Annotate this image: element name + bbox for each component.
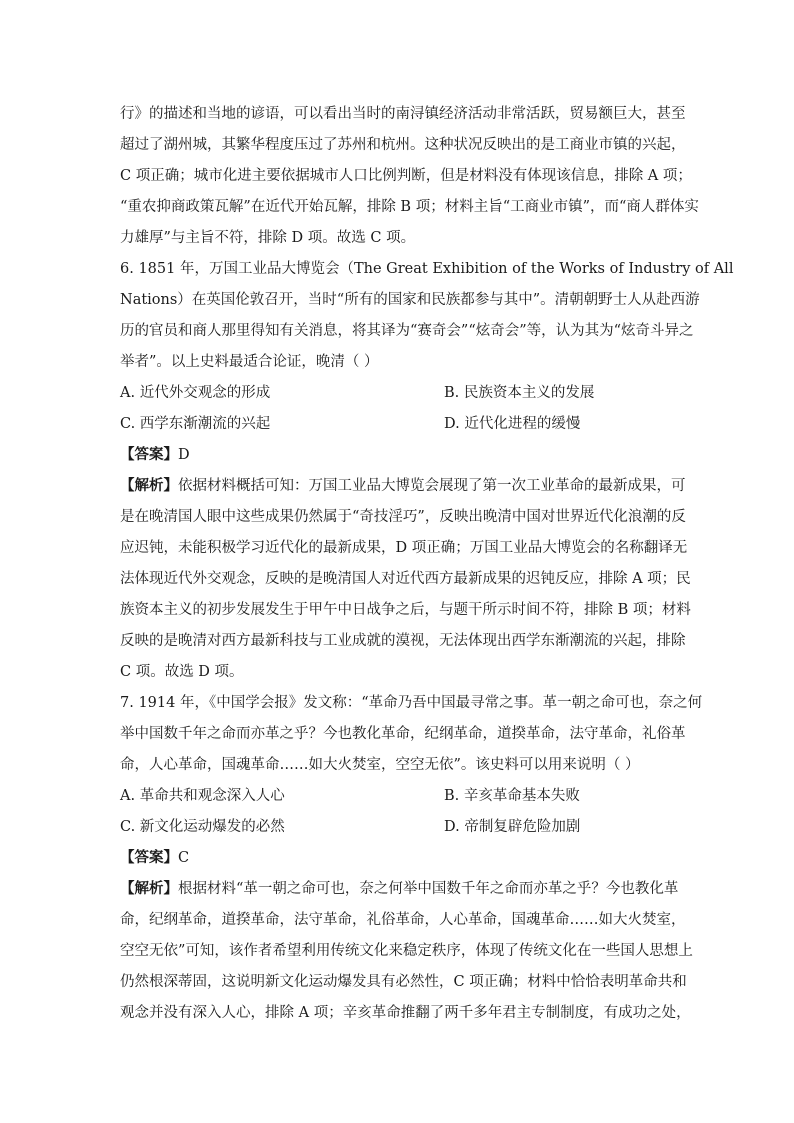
question-7-answer bbox=[120, 848, 680, 868]
question-6-analysis-line bbox=[120, 476, 686, 496]
analysis-label: 【解析】 bbox=[120, 477, 178, 494]
question-7-option-a: A. 革命共和观念深入人心 bbox=[120, 788, 285, 804]
question-6-stem-line: 历的官员和商人那里得知有关消息，将其译为“赛奇会”“炫奇会”等，认为其为“炫奇斗异之 bbox=[120, 323, 694, 339]
analysis-text: 依据材料概括可知：万国工业品大博览会展现了第一次工业革命的最新成果，可 bbox=[178, 478, 686, 494]
answer-value: D bbox=[178, 447, 190, 463]
question-7-analysis-line: 命，纪纲革命，道揆革命，法守革命，礼俗革命，人心革命，国魂革命……如大火焚室， bbox=[120, 912, 686, 928]
question-7-analysis-line: 仍然根深蒂固，这说明新文化运动爆发具有必然性，C 项正确；材料中恰恰表明革命共和 bbox=[120, 974, 687, 990]
text-line: 行》的描述和当地的谚语，可以看出当时的南浔镇经济活动非常活跃，贸易额巨大，甚至 bbox=[120, 106, 686, 122]
answer-label: 【答案】 bbox=[120, 446, 178, 463]
question-7-option-b: B. 辛亥革命基本失败 bbox=[444, 788, 580, 804]
question-7-option-c: C. 新文化运动爆发的必然 bbox=[120, 819, 285, 835]
question-6-option-d: D. 近代化进程的缓慢 bbox=[444, 416, 581, 432]
question-7-stem-line: 7. 1914 年，《中国学会报》发文称：“革命乃吾中国最寻常之事。革一朝之命可也，奈之何 bbox=[120, 695, 703, 711]
question-6-option-a: A. 近代外交观念的形成 bbox=[120, 385, 271, 401]
question-6-analysis-line: 反映的是晚清对西方最新科技与工业成就的漠视，无法体现出西学东渐潮流的兴起，排除 bbox=[120, 633, 686, 649]
question-7-stem-line: 举中国数千年之命而亦革之乎？今也教化革命，纪纲革命，道揆革命，法守革命，礼俗革 bbox=[120, 726, 686, 742]
answer-value: C bbox=[178, 850, 190, 866]
question-6-stem-line: 6. 1851 年，万国工业品大博览会（The Great Exhibition of the Works of Industry of All bbox=[120, 261, 734, 277]
question-7-option-d: D. 帝制复辟危险加剧 bbox=[444, 819, 581, 835]
text-line: 超过了湖州城，其繁华程度压过了苏州和杭州。这种状况反映出的是工商业市镇的兴起， bbox=[120, 137, 686, 153]
text-line: C 项正确；城市化进主要依据城市人口比例判断，但是材料没有体现该信息，排除 A 项； bbox=[120, 168, 692, 184]
question-6-option-c: C. 西学东渐潮流的兴起 bbox=[120, 416, 271, 432]
question-7-stem-line: 命，人心革命，国魂革命……如大火焚室，空空无依”。该史料可以用来说明（ ） bbox=[120, 757, 640, 773]
text-line: “重农抑商政策瓦解”在近代开始瓦解，排除 B 项；材料主旨“工商业市镇”，而“商人群体实 bbox=[120, 199, 699, 215]
answer-label: 【答案】 bbox=[120, 849, 178, 866]
question-7-analysis-line: 空空无依”可知，该作者希望利用传统文化来稳定秩序，体现了传统文化在一些国人思想上 bbox=[120, 943, 693, 959]
question-6-analysis-line: 族资本主义的初步发展发生于甲午中日战争之后，与题干所示时间不符，排除 B 项；材料 bbox=[120, 602, 691, 618]
question-6-analysis-line: 法体现近代外交观念，反映的是晚清国人对近代西方最新成果的迟钝反应，排除 A 项；民 bbox=[120, 571, 691, 587]
question-6-option-b: B. 民族资本主义的发展 bbox=[444, 385, 595, 401]
question-6-stem-line: Nations）在英国伦敦召开，当时“所有的国家和民族都参与其中”。清朝朝野士人从赴西游 bbox=[120, 292, 700, 308]
question-6-analysis-line: 应迟钝，未能积极学习近代化的最新成果，D 项正确；万国工业品大博览会的名称翻译无 bbox=[120, 540, 688, 556]
analysis-text: 根据材料“革一朝之命可也，奈之何举中国数千年之命而亦革之乎？今也教化革 bbox=[178, 881, 679, 897]
analysis-label: 【解析】 bbox=[120, 880, 178, 897]
question-6-answer bbox=[120, 445, 680, 465]
question-6-stem-line: 举者”。以上史料最适合论证，晚清（ ） bbox=[120, 354, 379, 370]
question-6-analysis-line: 是在晚清国人眼中这些成果仍然属于“奇技淫巧”，反映出晚清中国对世界近代化浪潮的反 bbox=[120, 509, 686, 525]
question-7-analysis-line: 观念并没有深入人心，排除 A 项；辛亥革命推翻了两千多年君主专制制度，有成功之处， bbox=[120, 1005, 691, 1021]
question-7-analysis-line bbox=[120, 879, 680, 899]
text-line: 力雄厚”与主旨不符，排除 D 项。故选 C 项。 bbox=[120, 230, 416, 246]
question-6-analysis-line: C 项。故选 D 项。 bbox=[120, 664, 244, 680]
